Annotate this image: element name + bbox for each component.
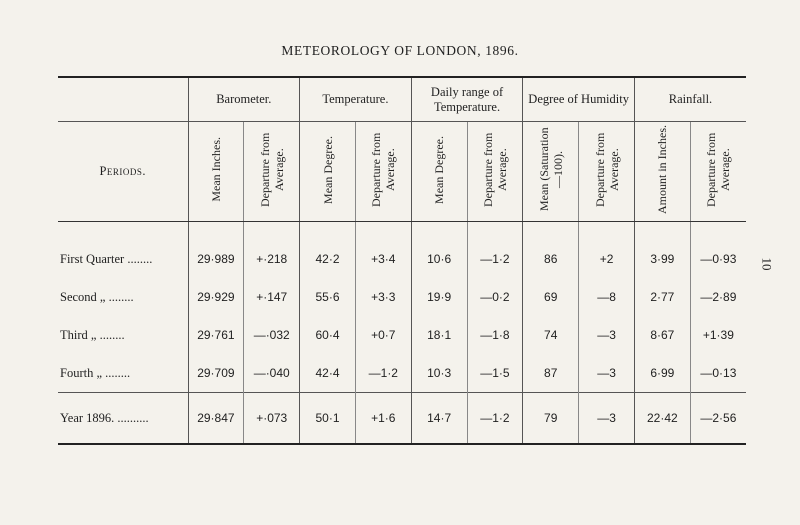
table-cell: 29·761 (188, 316, 244, 354)
table-cell: —1·8 (467, 316, 523, 354)
group-header-row (58, 77, 746, 122)
table-cell: 19·9 (411, 278, 467, 316)
table-cell: +3·3 (355, 278, 411, 316)
table-cell: 42·2 (300, 222, 356, 279)
period-label: Third „ ........ (60, 327, 125, 342)
meteorology-table (58, 76, 746, 445)
col-header-range-mean: Mean Degree. (411, 122, 467, 222)
table-cell: —2·89 (690, 278, 746, 316)
table-cell: —0·93 (690, 222, 746, 279)
col-header-temperature-mean: Mean Degree. (300, 122, 356, 222)
table-cell: 29·709 (188, 354, 244, 393)
table-cell: 6·99 (634, 354, 690, 393)
table-row (58, 316, 746, 354)
group-header-temperature: Temperature. (300, 77, 412, 122)
col-header-humidity-departure: Departure from Average. (579, 122, 635, 222)
group-header-humidity: Degree of Humidity (523, 77, 635, 122)
table-cell: 2·77 (634, 278, 690, 316)
table-cell: —0·13 (690, 354, 746, 393)
table-cell: 42·4 (300, 354, 356, 393)
table-cell: +1·6 (355, 393, 411, 445)
table-cell: —8 (579, 278, 635, 316)
table-cell: +·073 (244, 393, 300, 445)
table-cell: —·032 (244, 316, 300, 354)
table-cell: 86 (523, 222, 579, 279)
table-cell: —·040 (244, 354, 300, 393)
table-cell: 69 (523, 278, 579, 316)
table-cell: —0·2 (467, 278, 523, 316)
table-cell: +0·7 (355, 316, 411, 354)
period-label: Second „ ........ (60, 289, 134, 304)
table-cell: 29·989 (188, 222, 244, 279)
table-row (58, 278, 746, 316)
page-number: 10 (759, 257, 775, 271)
table-row (58, 354, 746, 393)
table-cell: 55·6 (300, 278, 356, 316)
table-cell: 3·99 (634, 222, 690, 279)
table-cell: 79 (523, 393, 579, 445)
sub-header-row (58, 122, 746, 222)
col-header-humidity-mean: Mean (Saturation—100). (523, 122, 579, 222)
table-cell: 29·847 (188, 393, 244, 445)
table-cell: +3·4 (355, 222, 411, 279)
table-cell: 74 (523, 316, 579, 354)
table-cell: +·147 (244, 278, 300, 316)
table-cell: —3 (579, 393, 635, 445)
table-cell: 14·7 (411, 393, 467, 445)
period-label: First Quarter ........ (60, 251, 153, 266)
table-cell: 10·6 (411, 222, 467, 279)
table-body (58, 222, 746, 445)
table-cell: 87 (523, 354, 579, 393)
table-cell: —3 (579, 354, 635, 393)
table-cell: —1·5 (467, 354, 523, 393)
table-cell: 8·67 (634, 316, 690, 354)
table-row (58, 222, 746, 279)
table-cell: +·218 (244, 222, 300, 279)
table-cell: +1·39 (690, 316, 746, 354)
col-header-rainfall-amount: Amount in Inches. (634, 122, 690, 222)
table-cell: —1·2 (467, 393, 523, 445)
table-cell: +2 (579, 222, 635, 279)
table-cell: 22·42 (634, 393, 690, 445)
table-cell: —1·2 (355, 354, 411, 393)
col-header-rainfall-departure: Departure from Average. (690, 122, 746, 222)
table-cell: —3 (579, 316, 635, 354)
table-cell: 29·929 (188, 278, 244, 316)
col-header-barometer-mean: Mean Inches. (188, 122, 244, 222)
page-title: METEOROLOGY OF LONDON, 1896. (281, 43, 519, 58)
periods-header: Periods. (58, 122, 188, 222)
group-header-daily-range: Daily range of Temperature. (411, 77, 523, 122)
period-label: Year 1896. .......... (58, 393, 188, 445)
table-cell: 50·1 (300, 393, 356, 445)
group-header-rainfall: Rainfall. (634, 77, 746, 122)
col-header-range-departure: Departure from Average. (467, 122, 523, 222)
table-cell: —1·2 (467, 222, 523, 279)
table-cell: —2·56 (690, 393, 746, 445)
col-header-temperature-departure: Departure from Average. (355, 122, 411, 222)
group-header-barometer: Barometer. (188, 77, 300, 122)
period-label: Fourth „ ........ (60, 365, 131, 380)
corner-cell (58, 77, 188, 122)
table-cell: 18·1 (411, 316, 467, 354)
table-row (58, 393, 746, 445)
table-cell: 60·4 (300, 316, 356, 354)
col-header-barometer-departure: Departure from Average. (244, 122, 300, 222)
table-cell: 10·3 (411, 354, 467, 393)
